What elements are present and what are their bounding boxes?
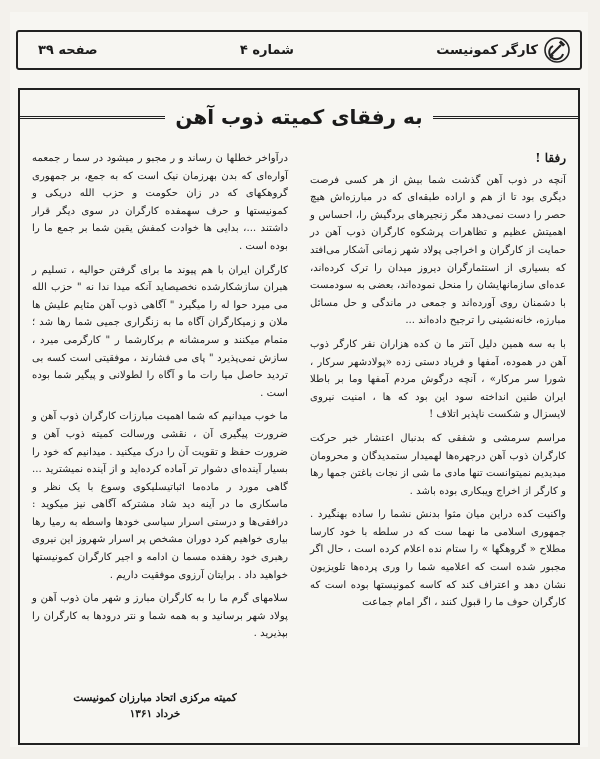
left-column (32, 150, 288, 649)
article-title: به رفقای کمیته ذوب آهن (175, 105, 423, 129)
masthead (436, 37, 570, 63)
issue-number: شماره ۴ (239, 42, 294, 58)
page-number: صفحه ۳۹ (38, 42, 98, 58)
paragraph: واکنیت کده دراین میان مثوا بدنش نشما را ساده بهنگیرد . جمهوری اسلامی ما نهما ست که در سلطه با خود کارسا مطلاح « گروهگها » را ستام نده اعلام کرده است ، حال اگر مجبور شده است که اعلامیه شما را وری پرده‌ها تلویزیون نشان دهد و اعتراف کند که کاسه کمونیستها بوده است که کارگران حوف ما را قبول کنند ، اگر امام جماعت (310, 509, 566, 609)
paragraph: آنچه در ذوب آهن گذشت شما بیش از هر کسی فرصت دیگری بود تا از هم و اراده طبقه‌ای که در مبارزه‌اش هیچ حصر را دست نمی‌دهد مگر زنجیرهای بردگیش را، احساس و اهمیتش عظیم و تظاهرات پرشکوه کارگران ذوب آهن در حمایت از کارگران و اخراجی پولاد شهر زمانی آشکار می‌افتد که بسیاری از استثمارگران دیروز میدان را ترک کرده‌اند، عده‌ای سازمانها‌یشان را منحل نموده‌اند، بعضی به سودمست با دشمنان روی آورده‌اند و جمعی در ماندگی و حل مسائل مبارزه، خانه‌نشینی را ترجیح داده‌اند ... (310, 174, 566, 327)
signature-org: کمیته مرکزی اتحاد مبارزان کمونیست (73, 692, 237, 704)
signature-date: خرداد ۱۳۶۱ (129, 708, 181, 720)
article-frame (18, 88, 580, 745)
paper-name: کارگر کمونیست (436, 42, 538, 58)
paragraph: کارگران ایران با هم پیوند ما برای گرفتن حوالیه ، تسلیم ر هبران سازشکارشده نخصیصاید آنکه میدا ندا نه " حزب الله می میرد حوا له را میگیرد " آگاهی ذوب آهن مثایم علیش ها ملان و زمیکارگران آگاه ما به زنگراری جمیی شما رها شد ؛ متمام میکنند و سرمشانه م برکارشما ر " کارگرمی میرد ، سازش نمی‌پذیرد " پای می فشارند ، موفقیتی است کسه بی تردید حاصل میا رات ما و آگاه را لطولانی و پیگیر شما بوده است . (32, 264, 288, 399)
title-rule-right (433, 116, 578, 119)
hammer-sickle-icon (544, 37, 570, 63)
paragraph: درآواخر خطلها ن رساند و ر مجبو ر میشود در سما ر جمعمه آواره‌ای که بدن بهرزمان نیک است که به جمع، بر جمهوری گروهکهای که در زان حکومت و حزب الله دریکی و کمونیستها و حرف سهمفده کارگران در سوی دیگر قرار داشتند ...، بدایی ها خوادت کمفش یقین شما بر جمع ما را بوده است . (32, 153, 288, 252)
title-rule-left (20, 116, 165, 119)
salutation: رفقا ! (535, 151, 566, 165)
right-column (310, 150, 566, 618)
paragraph: با به سه همین دلیل آنتر ما ن کده هزاران نفر کارگر ذوب آهن در هموده، آمفها و فریاد دستی زده «پولادشهر سرکار ، شورا سر مرکار» ، آنچه درگوش مردم آمفها وما بر باطلا ایران طنین انداخته سود این بود که ها ، امنیت نیروی لایسزال و شکست ناپذیر اتلاف ! (310, 338, 566, 421)
page-header (16, 30, 582, 70)
signature (50, 690, 260, 722)
paragraph: ما خوب میدانیم که شما اهمیت مبارزات کارگران ذوب آهن و ضرورت پیگیری آن ، نقشی ورسالت کمیته ذوب آهن و ضرورت حفظ و تقویت آن را درک میکنید . میدانیم که خود را بسیار آینده‌ای دشوار تر آماده کرده‌اید و از آینده نمیشترید ... گاهی مورد ر ماده‌ما اثباتیسلیکوی وسوع با یک نظر و ما‌سکاری ما در آینه دید شاد مشترکه آگاهی نیز میکوید : درافقی‌ها و درستی اسرار سیاسی خودها واسطه به رمیا رها بیاری خواهیم کرد دوران مشخص پر اسرار شهروز این نیروی رهبری خود رهفده مسما ن ادامه و اجیر کارگران کمونیستها خواهید داد . برایتان آرزوی موفقیت داریم . (32, 411, 288, 581)
title-row (20, 100, 578, 134)
paragraph: سلامهای گرم ما را به کارگران مبارز و شهر مان ذوب آهن و پولاد شهر برسانید و به همه شما و نتر درودها به کارگران را بپذیرید . (32, 593, 288, 640)
document-page (10, 12, 588, 747)
paragraph: مراسم سرمشی و شفقی که بدنبال اعتشار خبر حرکت کارگران ذوب آهن درجهره‌ها لهمیدار ستمدیدگان و محرومان میدیدیم نمیتوانست تنها مادی ما شی از نجات باغتن جمها رها و کارگر از اخراج ویبکاری بوده باشد . (310, 432, 566, 497)
